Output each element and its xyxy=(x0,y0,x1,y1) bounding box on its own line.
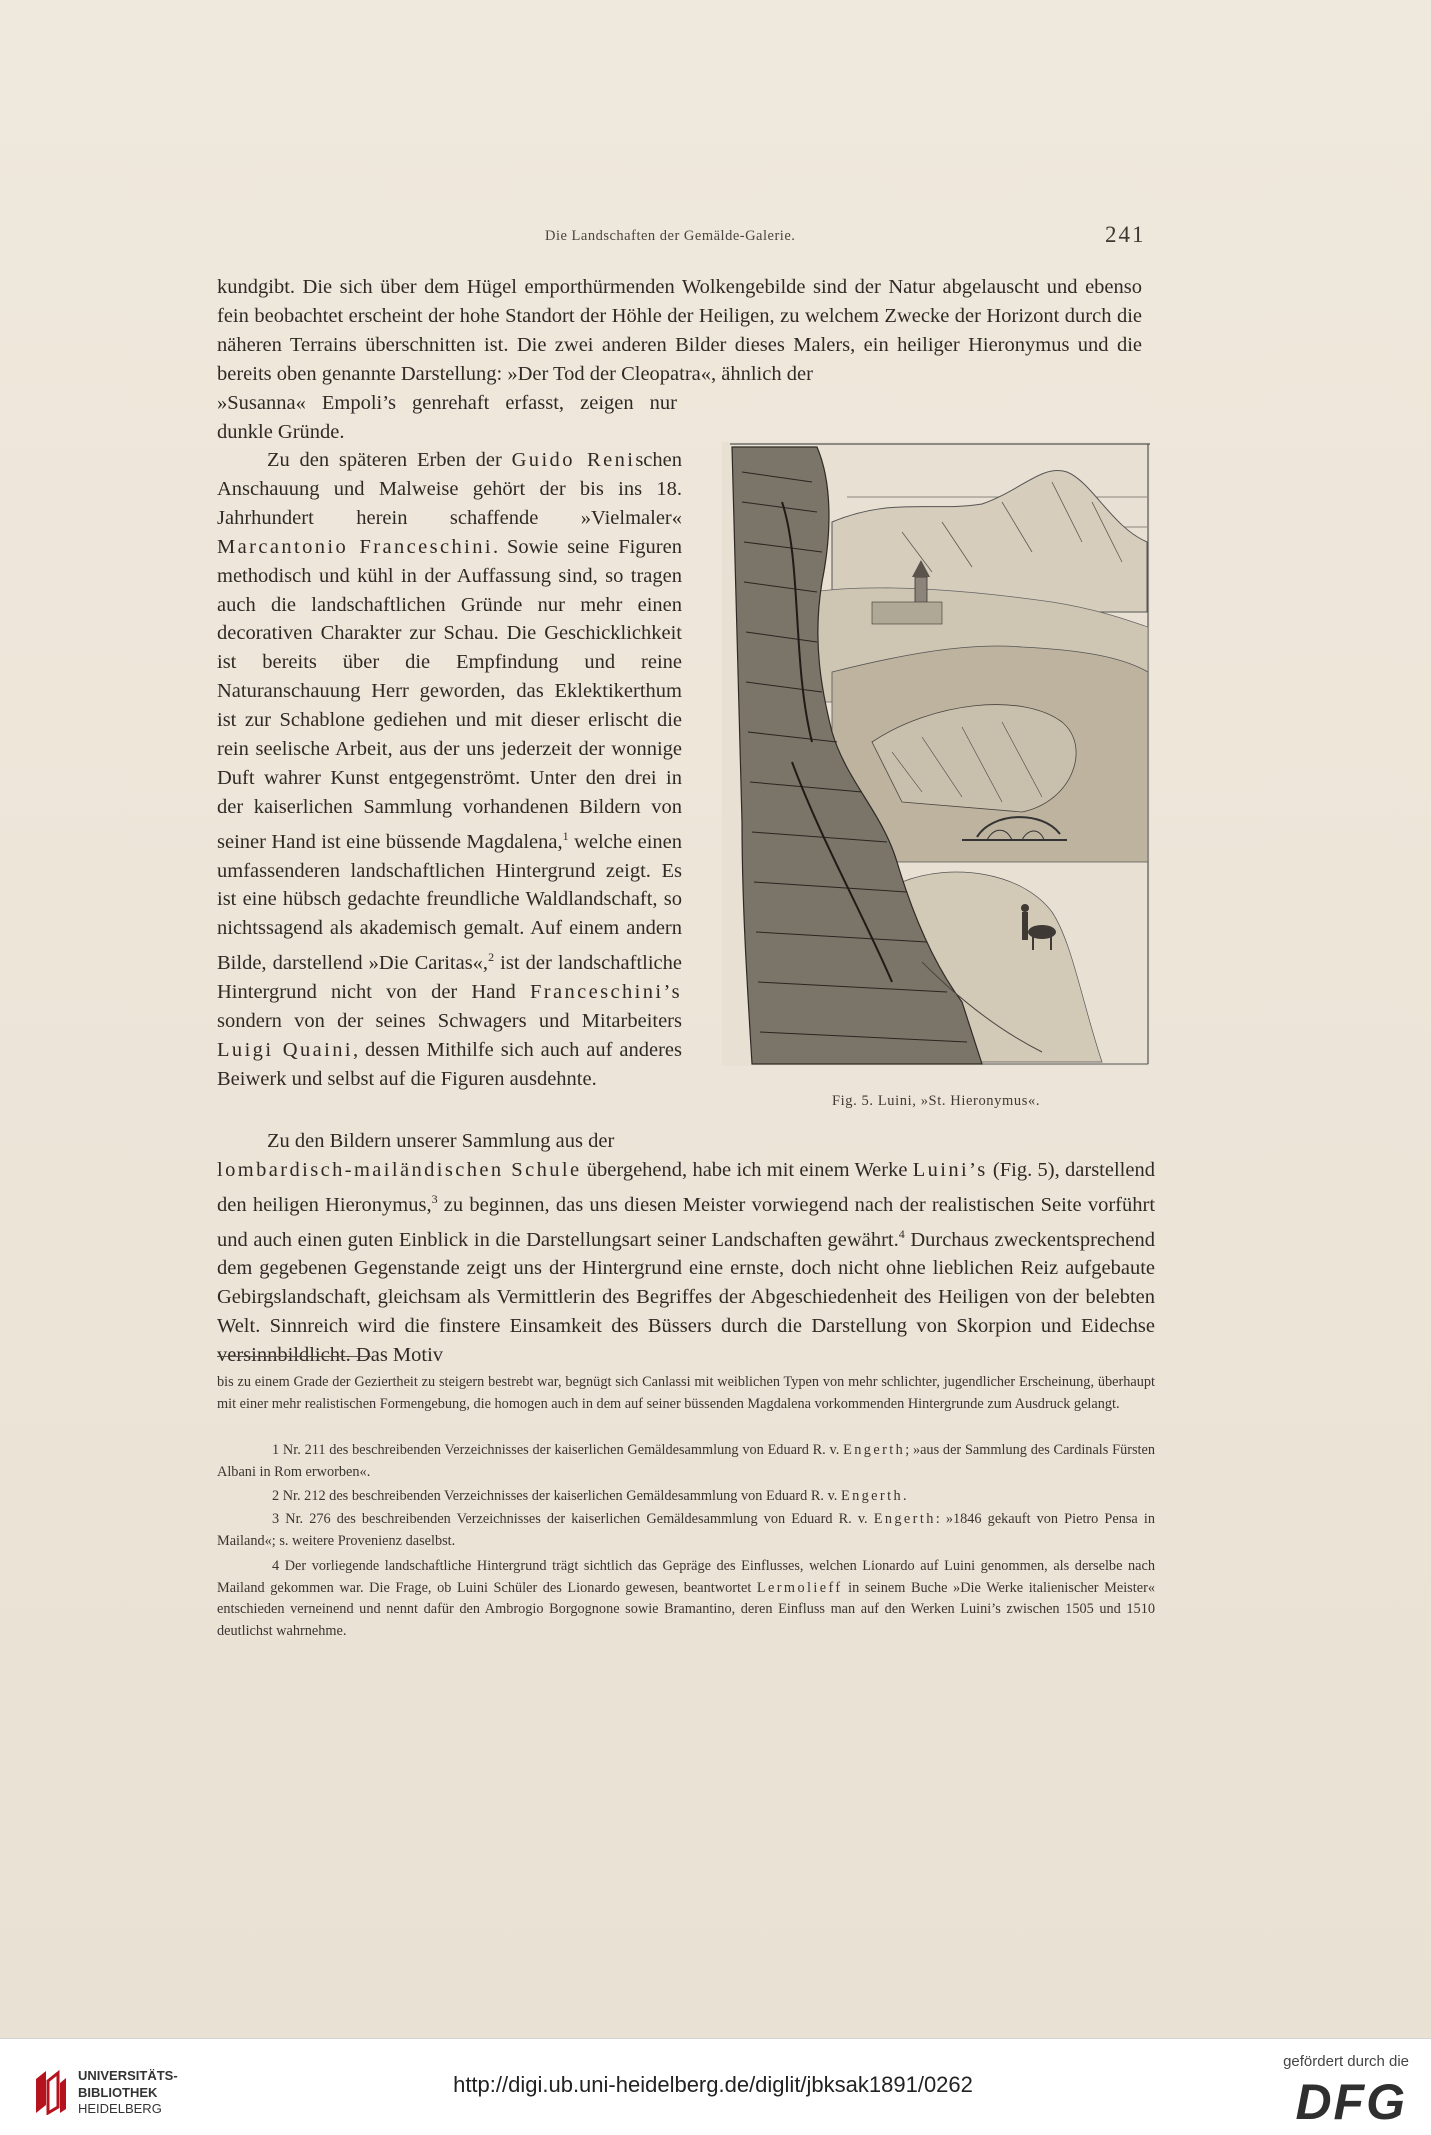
etching-st-hieronymus xyxy=(722,442,1150,1066)
paragraph-3b: lombardisch-mailändischen Schule übergehend, habe ich mit einem Werke Luini’s (Fig. 5), darstellend den heiligen Hieronymus,$^3$ zu beginnen, das uns diesen Meister vorwiegend nach der realistischen Seite vorführt und auch einen guten Einblick in die Darstellungsart seiner Landschaften gewährt.$^4$ Durchaus zweckentsprechend dem gegebenen Gegenstande zeigt uns der Hintergrund eine ernste, doch nicht ohne lieblichen Reiz aufgebaute Gebirgslandschaft, gleichsam als Vermittlerin des Begriffes der Abgeschiedenheit des Heiligen von der belebten Welt. Sinnreich wird die finstere Einsamkeit des Büssers durch die Darstellung von Skorpion und Eidechse versinnbildlicht. Das Motiv xyxy=(217,1159,1156,1367)
name-luini: Luini’s xyxy=(912,1159,988,1181)
footnote-ref-2: 2 xyxy=(488,950,495,965)
permalink-url[interactable]: http://digi.ub.uni-heidelberg.de/diglit/jbksak1891/0262 xyxy=(453,2072,973,2097)
footnote-continuation: bis zu einem Grade der Geziertheit zu steigern bestrebt war, begnügt sich Canlassi mit weiblichen Typen von mehr schlichter, jugendlicher Erscheinung, überhaupt mit einer mehr realistischen Formengebung, die homogen auch in dem auf seiner büssenden Magdalena vorkommenden Hintergrunde zum Ausdruck gelangt. xyxy=(217,1374,1155,1412)
name-franceschinis: Franceschini’s xyxy=(529,980,682,1003)
dfg-logo: DFG xyxy=(1295,2074,1407,2130)
footnote-ref-4: 4 xyxy=(898,1226,905,1241)
ub-heidelberg-wordmark: UNIVERSITÄTS- BIBLIOTHEK HEIDELBERG xyxy=(78,2068,178,2116)
footnote-ref-3: 3 xyxy=(431,1191,438,1206)
paragraph-1a: kundgibt. Die sich über dem Hügel emporthürmenden Wolkengebilde sind der Natur abgelauscht und ebenso fein beobachtet erscheint der hohe Standort der Höhle der Heiligen, zu welchem Zwecke der Horizont durch die näheren Terrains überschnitten ist. Die zwei anderen Bilder dieses Malers, ein heiliger Hieronymus und die bereits oben genannte Darstellung: »Der Tod der Cleopatra«, ähnlich der xyxy=(217,276,1142,385)
footnote-rule xyxy=(217,1356,371,1357)
name-lermolieff: Lermolieff xyxy=(756,1579,843,1596)
sponsor-label: gefördert durch die xyxy=(1283,2053,1409,2070)
name-engerth: Engerth xyxy=(873,1511,936,1527)
running-head: Die Landschaften der Gemälde-Galerie. xyxy=(545,228,796,244)
name-franceschini: Marcantonio Franceschini xyxy=(217,535,493,558)
footnote-ref-1: 1 xyxy=(562,828,569,843)
footnote-4: 4 Der vorliegende landschaftliche Hintergrund trägt sichtlich das Gepräge des Einflusses, welchen Lionardo auf Luini genommen, als derselbe nach Mailand gekommen war. Die Frage, ob Luini Schüler des Lionardo gewesen, beantwortet Lermolieff in seinem Buche »Die Werke italienischer Meister« entschieden verneinend und nennt dafür den Ambrogio Borgognone sowie Bramantino, deren Einfluss man auf den Werken Luini’s zwischen 1505 und 1510 deutlichst wahrnehme. xyxy=(217,1558,1155,1639)
paragraph-3a: Zu den Bildern unserer Sammlung aus der xyxy=(267,1130,615,1152)
footnote-2: 2 Nr. 212 des beschreibenden Verzeichnisses der kaiserlichen Gemäldesammlung von Eduard R. v. Engerth. xyxy=(272,1488,907,1504)
viewer-footer xyxy=(0,2038,1431,2135)
footnote-3: 3 Nr. 276 des beschreibenden Verzeichnisses der kaiserlichen Gemäldesammlung von Eduard R. v. Engerth: »1846 gekauft von Pietro Pensa in Mailand«; s. weitere Provenienz daselbst. xyxy=(217,1511,1155,1549)
name-lombard-school: lombardisch-mailändischen Schule xyxy=(217,1159,582,1181)
name-guido-reni: Guido Reni xyxy=(511,449,636,471)
paragraph-2: Zu den späteren Erben der Guido Renischen Anschauung und Malweise gehört der bis ins 18. Jahrhundert herein schaffende »Vielmaler« Marcantonio Franceschini. Sowie seine Figuren methodisch und kühl in der Auffassung sind, so tragen auch die landschaftlichen Gründe nur mehr einen decorativen Charakter zur Schau. Die Geschicklichkeit ist bereits über die Empfindung und reine Naturanschauung Herr geworden, das Eklektikerthum ist zur Schablone gediehen und mit dieser erlischt die rein seelische Arbeit, aus der uns jederzeit der wonnige Duft wahrer Kunst entgegenströmt. Unter den drei in der kaiserlichen Sammlung vorhandenen Bildern von seiner Hand ist eine büssende Magdalena,$^1$ welche einen umfassenderen landschaftlichen Hintergrund zeigt. Es ist eine hübsch gedachte freundliche Waldlandschaft, so nichtssagend als akademisch gemalt. Auf einem andern Bilde, darstellend »Die Caritas«,$^2$ ist der landschaftliche Hintergrund nicht von der Hand Franceschini’s sondern von der seines Schwagers und Mitarbeiters Luigi Quaini, dessen Mithilfe sich auch auf anderes Beiwerk und selbst auf die Figuren ausdehnte. xyxy=(217,449,683,1090)
figure-caption: Fig. 5. Luini, »St. Hieronymus«. xyxy=(831,1093,1041,1109)
ub-heidelberg-logo-icon xyxy=(34,2069,68,2115)
name-engerth: Engerth xyxy=(843,1442,906,1458)
paragraph-1b: »Susanna« Empoli’s genrehaft erfasst, zeigen nur dunkle Gründe. xyxy=(217,392,677,443)
name-engerth: Engerth xyxy=(840,1488,903,1504)
footnote-1: 1 Nr. 211 des beschreibenden Verzeichnisses der kaiserlichen Gemäldesammlung von Eduard R. v. Engerth; »aus der Sammlung des Cardinals Fürsten Albani in Rom erworben«. xyxy=(217,1442,1156,1480)
page-number: 241 xyxy=(1105,222,1146,247)
name-luigi-quaini: Luigi Quaini xyxy=(217,1038,353,1061)
